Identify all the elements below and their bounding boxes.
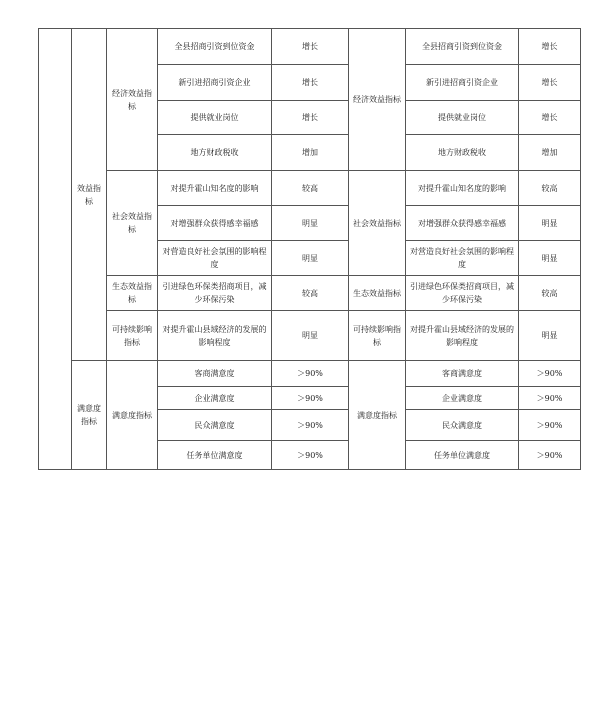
indicator-value-right: 明显 (519, 206, 581, 241)
group-eco-cell: 生态效益指标 (107, 276, 158, 311)
indicator-value-right: ＞90% (519, 387, 581, 410)
indicator-name-right: 民众满意度 (406, 410, 519, 441)
table-row (39, 276, 581, 311)
group-sustain-cell: 可持续影响指标 (107, 311, 158, 361)
indicator-name-right: 全县招商引资到位资金 (406, 29, 519, 65)
group-social-cell-right: 社会效益指标 (349, 171, 406, 276)
indicator-value: 较高 (272, 171, 349, 206)
indicator-name: 对增强群众获得感幸福感 (158, 206, 272, 241)
group-satis-cell: 满意度指标 (107, 361, 158, 470)
table-row (39, 171, 581, 206)
indicator-name: 民众满意度 (158, 410, 272, 441)
indicator-name-right: 对提升霍山县域经济的发展的影响程度 (406, 311, 519, 361)
group-social-cell: 社会效益指标 (107, 171, 158, 276)
cat-satisfaction-cell: 满意度指标 (72, 361, 107, 470)
indicator-name: 地方财政税收 (158, 135, 272, 171)
indicator-name-right: 对提升霍山知名度的影响 (406, 171, 519, 206)
indicator-name-right: 客商满意度 (406, 361, 519, 387)
indicator-value-right: 增长 (519, 101, 581, 135)
group-sustain-cell-right: 可持续影响指标 (349, 311, 406, 361)
indicator-value-right: ＞90% (519, 361, 581, 387)
indicator-name-right: 对增强群众获得感幸福感 (406, 206, 519, 241)
indicator-value: ＞90% (272, 361, 349, 387)
indicator-value: 较高 (272, 276, 349, 311)
indicator-value: 增加 (272, 135, 349, 171)
indicator-value-right: 较高 (519, 171, 581, 206)
table-row (39, 311, 581, 361)
indicator-value-right: 增长 (519, 65, 581, 101)
indicator-value-right: 明显 (519, 241, 581, 276)
indicator-name-right: 引进绿色环保类招商项目，减少环保污染 (406, 276, 519, 311)
indicator-name: 客商满意度 (158, 361, 272, 387)
indicator-name: 引进绿色环保类招商项目，减少环保污染 (158, 276, 272, 311)
indicator-value-right: 明显 (519, 311, 581, 361)
indicator-name-right: 任务单位满意度 (406, 441, 519, 470)
indicator-value-right: 较高 (519, 276, 581, 311)
cat-benefit-cell: 效益指标 (72, 29, 107, 361)
group-economic-cell: 经济效益指标 (107, 29, 158, 171)
indicator-name: 企业满意度 (158, 387, 272, 410)
indicator-name-right: 地方财政税收 (406, 135, 519, 171)
indicator-value-right: ＞90% (519, 410, 581, 441)
indicator-name: 对提升霍山县域经济的发展的影响程度 (158, 311, 272, 361)
indicator-name-right: 新引进招商引资企业 (406, 65, 519, 101)
group-satis-cell-right: 满意度指标 (349, 361, 406, 470)
indicator-value: 增长 (272, 101, 349, 135)
indicator-name-right: 提供就业岗位 (406, 101, 519, 135)
indicator-value-right: ＞90% (519, 441, 581, 470)
group-economic-cell-right: 经济效益指标 (349, 29, 406, 171)
indicator-name: 新引进招商引资企业 (158, 65, 272, 101)
indicator-value: ＞90% (272, 387, 349, 410)
indicator-name: 全县招商引资到位资金 (158, 29, 272, 65)
indicator-value: 增长 (272, 65, 349, 101)
indicator-name: 提供就业岗位 (158, 101, 272, 135)
outer-blank-cell (39, 29, 72, 470)
indicator-value: 明显 (272, 241, 349, 276)
indicator-value: 增长 (272, 29, 349, 65)
table-row (39, 29, 581, 65)
indicator-value-right: 增长 (519, 29, 581, 65)
indicator-name: 对提升霍山知名度的影响 (158, 171, 272, 206)
indicator-name: 任务单位满意度 (158, 441, 272, 470)
indicator-value: ＞90% (272, 410, 349, 441)
indicator-name-right: 对营造良好社会氛围的影响程度 (406, 241, 519, 276)
indicator-value-right: 增加 (519, 135, 581, 171)
indicator-name: 对营造良好社会氛围的影响程度 (158, 241, 272, 276)
table-row (39, 361, 581, 387)
group-eco-cell-right: 生态效益指标 (349, 276, 406, 311)
performance-indicator-table (38, 28, 581, 470)
indicator-name-right: 企业满意度 (406, 387, 519, 410)
indicator-value: 明显 (272, 206, 349, 241)
indicator-value: 明显 (272, 311, 349, 361)
indicator-value: ＞90% (272, 441, 349, 470)
